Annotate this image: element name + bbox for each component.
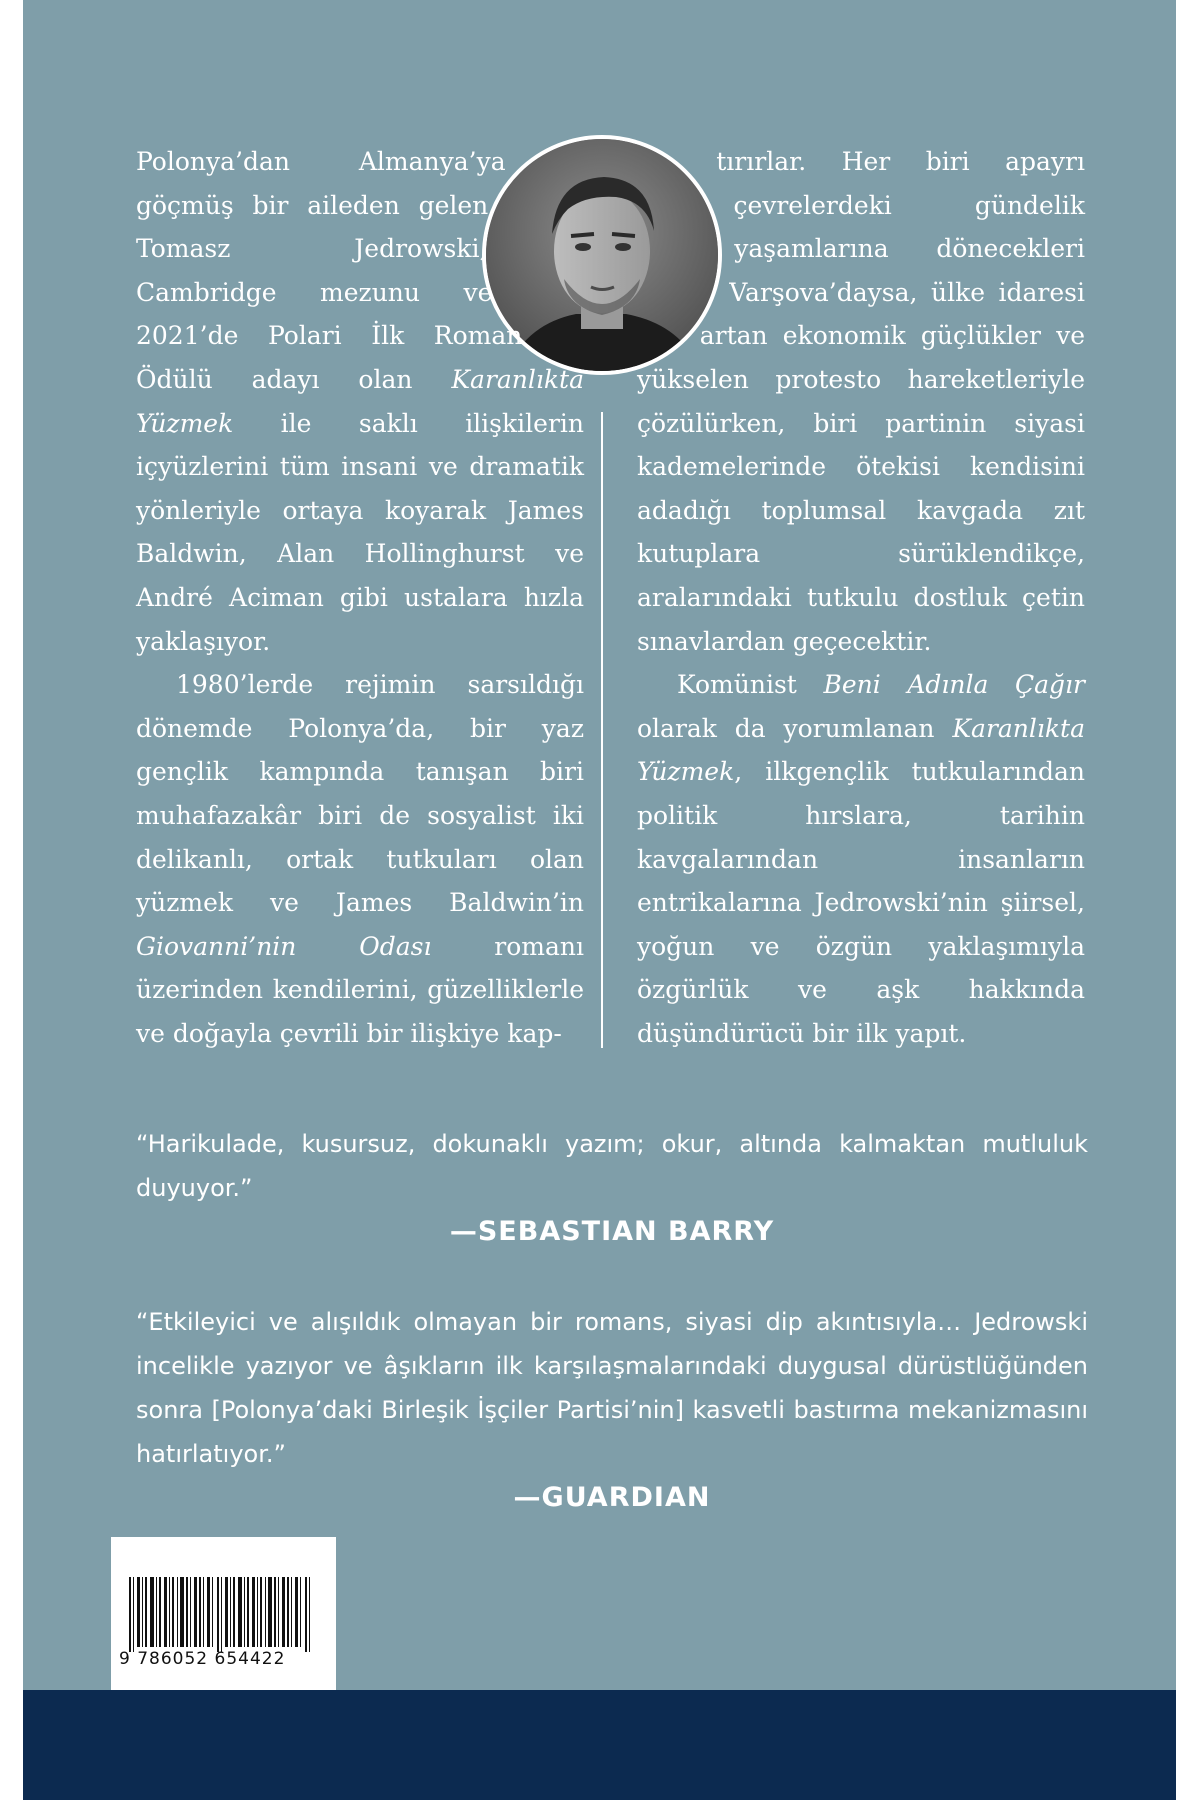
review-quote-2 bbox=[136, 1300, 1088, 1520]
description-paragraph-1: Polonya’dan Almanya’ya göçmüş bir aileden gelen Tomasz Jedrowski, Cambridge mezunu ve 2021’de Polari İlk Roman Ödülü adayı olan Karanlıkta Yüzmek ile saklı ilişkilerin içyüzlerini tüm insani ve dramatik yönleriyle ortaya koyarak James Baldwin, Alan Hollinghurst ve André Aciman gibi ustalara hızla yaklaşıyor. bbox=[136, 147, 584, 656]
isbn-number: 9 786052 654422 bbox=[119, 1649, 286, 1669]
description-left-column bbox=[136, 140, 584, 1055]
review-quote-author: —GUARDIAN bbox=[513, 1482, 711, 1513]
barcode bbox=[111, 1537, 336, 1697]
barcode-bars bbox=[129, 1577, 319, 1652]
description-paragraph-4: Komünist Beni Adınla Çağır olarak da yorumlanan Karanlıkta Yüzmek, ilkgençlik tutkularından politik hırslara, tarihin kavgalarından insanların entrikalarına Jedrowski’nin şiirsel, yoğun ve özgün yaklaşımıyla özgürlük ve aşk hakkında düşündürücü bir ilk yapıt. bbox=[637, 670, 1085, 1048]
book-back-cover bbox=[23, 0, 1176, 1800]
review-quote-author: —SEBASTIAN BARRY bbox=[449, 1216, 775, 1247]
column-divider bbox=[601, 412, 603, 1048]
review-quote-text: “Harikulade, kusursuz, dokunaklı yazım; okur, altında kalmaktan mutluluk duyuyor.” bbox=[136, 1130, 1088, 1202]
bottom-color-band bbox=[23, 1690, 1176, 1800]
description-paragraph-2: 1980’lerde rejimin sarsıldığı dönemde Polonya’da, bir yaz gençlik kampında tanışan biri muhafazakâr biri de sosyalist iki delikanlı, ortak tutkuları olan yüzmek ve James Baldwin’in Giovanni’nin Odası romanı üzerinden kendilerini, güzelliklerle ve doğayla çevrili bir ilişkiye kap- bbox=[136, 670, 584, 1048]
description-paragraph-3: tırırlar. Her biri apayrı çevrelerdeki gündelik yaşamlarına dönecekleri Varşova’daysa, ülke idaresi artan ekonomik güçlükler ve yükselen protesto hareketleriyle çözülürken, biri partinin siyasi kademelerinde ötekisi kendisini adadığı toplumsal kavgada zıt kutuplara sürüklendikçe, aralarındaki tutkulu dostluk çetin sınavlardan geçecektir. bbox=[637, 147, 1085, 656]
review-quote-1 bbox=[136, 1122, 1088, 1254]
description-right-column bbox=[637, 140, 1085, 1055]
review-quote-text: “Etkileyici ve alışıldık olmayan bir romans, siyasi dip akıntısıyla… Jedrowski incelikle yazıyor ve âşıkların ilk karşılaşmalarındaki duygusal dürüstlüğünden sonra [Polonya’daki Birleşik İşçiler Partisi’nin] kasvetli bastırma mekanizmasını hatırlatıyor.” bbox=[136, 1308, 1088, 1468]
